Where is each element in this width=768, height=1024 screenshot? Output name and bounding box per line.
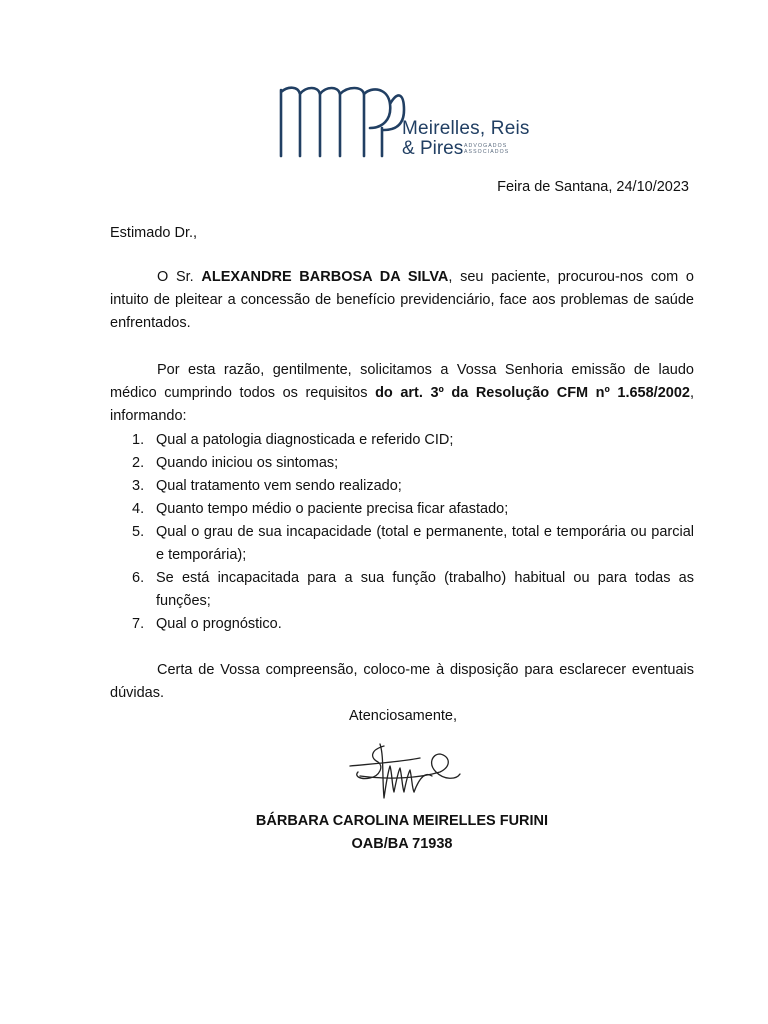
- firm-subtitle: ADVOGADOS ASSOCIADOS: [464, 143, 510, 156]
- list-item-number: 5.: [132, 524, 145, 540]
- list-item: [110, 475, 694, 498]
- list-item-number: 2.: [132, 455, 145, 471]
- signature-icon: [340, 736, 520, 806]
- list-item-number: 3.: [132, 478, 145, 494]
- list-item-number: 6.: [132, 570, 145, 586]
- intro-prefix: O Sr.: [157, 269, 202, 285]
- list-item-text: Qual o prognóstico.: [156, 616, 282, 632]
- date-line: Feira de Santana, 24/10/2023: [497, 179, 689, 195]
- list-item-number: 4.: [132, 501, 145, 517]
- signatory-registration: OAB/BA 71938: [351, 836, 453, 852]
- list-item: [110, 521, 694, 567]
- mrp-monogram-icon: [278, 84, 408, 160]
- paragraph-request: [110, 359, 694, 428]
- paragraph-closing: Certa de Vossa compreensão, coloco-me à disposição para esclarecer eventuais dúvidas.: [110, 662, 694, 701]
- paragraph-intro: [110, 266, 694, 335]
- list-item: [110, 567, 694, 613]
- list-item: [110, 613, 694, 636]
- list-item-number: 7.: [132, 616, 145, 632]
- list-item-text: Qual o grau de sua incapacidade (total e permanente, total e temporária ou parcial e temporária);: [156, 524, 694, 563]
- firm-name-line-2: & Pires: [402, 138, 464, 159]
- list-item: [110, 452, 694, 475]
- letterhead-logo: [278, 84, 530, 160]
- firm-name-line-1: Meirelles, Reis: [402, 118, 530, 139]
- list-item-number: 1.: [132, 432, 145, 448]
- patient-name: ALEXANDRE BARBOSA DA SILVA: [201, 269, 449, 285]
- handwritten-signature: [340, 736, 520, 806]
- list-item-text: Se está incapacitada para a sua função (trabalho) habitual ou para todas as funções;: [156, 570, 694, 609]
- list-item-text: Qual a patologia diagnosticada e referido CID;: [156, 432, 454, 448]
- greeting: Estimado Dr.,: [110, 225, 198, 241]
- list-item-text: Quando iniciou os sintomas;: [156, 455, 339, 471]
- list-item-text: Qual tratamento vem sendo realizado;: [156, 478, 402, 494]
- legal-reference: do art. 3º da Resolução CFM nº 1.658/2002: [375, 385, 690, 401]
- list-item: [110, 429, 694, 452]
- list-item-text: Quanto tempo médio o paciente precisa ficar afastado;: [156, 501, 509, 517]
- list-item: [110, 498, 694, 521]
- request-prefix: Por esta razão, gentilmente, solicitamos a Vossa Senhoria emissão de laudo médico cumprindo todos os requisitos: [110, 362, 694, 401]
- request-suffix: , informando:: [110, 385, 694, 424]
- closing-salutation: Atenciosamente,: [349, 708, 458, 724]
- requests-list: [110, 429, 694, 636]
- intro-suffix: , seu paciente, procurou-nos com o intuito de pleitear a concessão de benefício previdenciário, face aos problemas de saúde enfrentados.: [110, 269, 694, 331]
- signatory-name: BÁRBARA CAROLINA MEIRELLES FURINI: [255, 813, 549, 829]
